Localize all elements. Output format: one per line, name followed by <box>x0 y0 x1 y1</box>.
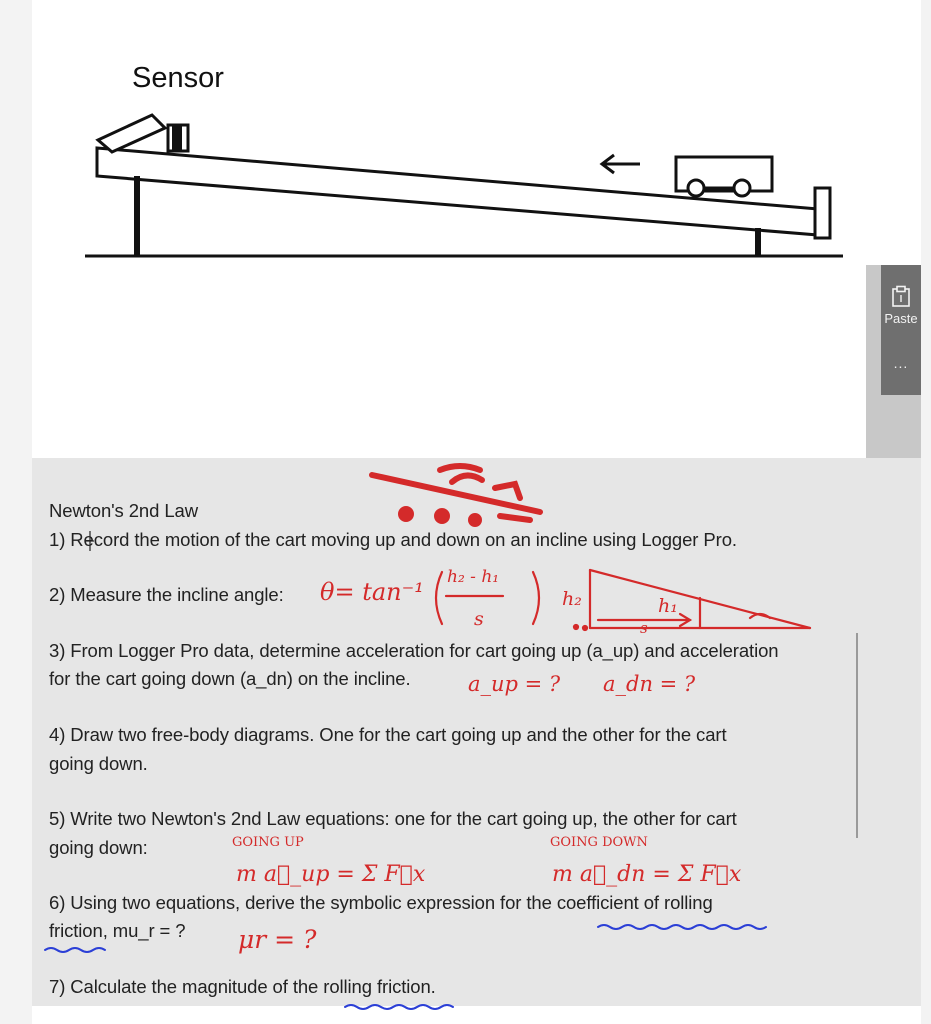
ink-going-down: GOING DOWN <box>550 835 648 850</box>
notes-item-5-line-1: 5) Write two Newton's 2nd Law equations: one for the cart going up, the other for cart <box>49 808 737 829</box>
ink-h1-label: h₁ <box>658 595 678 617</box>
motion-arrow <box>602 155 640 173</box>
ink-theta-denominator: s <box>474 608 484 630</box>
notes-item-5-line-2: going down: <box>49 837 148 858</box>
ramp-leg-right <box>755 228 761 256</box>
end-stop <box>815 188 830 238</box>
paste-button[interactable] <box>881 277 921 337</box>
sensor-label: Sensor <box>132 62 224 94</box>
notes-title: Newton's 2nd Law <box>49 500 198 521</box>
more-options-button[interactable]: ... <box>893 355 909 371</box>
context-toolbar <box>881 265 921 395</box>
ink-equation-up: m a⃗_up = Σ F⃗x <box>236 862 426 887</box>
notes-item-2: 2) Measure the incline angle: <box>49 584 284 605</box>
ink-mu-question: μr = ? <box>238 925 317 954</box>
ink-theta-numerator: h₂ - h₁ <box>447 567 500 587</box>
incline-diagram <box>0 0 931 460</box>
notes-scroll-indicator <box>856 633 858 838</box>
notes-panel-side <box>866 458 921 1006</box>
ink-s-label: s <box>640 619 648 637</box>
notes-item-3-line-2: for the cart going down (a_dn) on the incline. <box>49 668 411 689</box>
ramp-leg-left <box>134 176 140 256</box>
cart <box>676 157 772 196</box>
notes-item-4-line-1: 4) Draw two free-body diagrams. One for the cart going up and the other for the cart <box>49 724 727 745</box>
notes-item-7: 7) Calculate the magnitude of the rolling friction. <box>49 976 436 997</box>
ink-theta-equation: θ= tan⁻¹ <box>320 578 424 606</box>
ink-going-up: GOING UP <box>232 835 304 850</box>
notes-item-6-line-1: 6) Using two equations, derive the symbolic expression for the coefficient of rolling <box>49 892 713 913</box>
ink-h2-label: h₂ <box>562 588 582 610</box>
notes-item-1: 1) Record the motion of the cart moving up and down on an incline using Logger Pro. <box>49 529 737 550</box>
notes-item-6-line-2: friction, mu_r = ? <box>49 920 186 941</box>
ink-equation-down: m a⃗_dn = Σ F⃗x <box>552 862 742 887</box>
ink-a-dn-question: a_dn = ? <box>603 672 696 696</box>
notes-item-4-line-2: going down. <box>49 753 148 774</box>
paste-label: Paste <box>884 311 918 326</box>
motion-sensor <box>98 115 188 152</box>
bottom-margin <box>32 1006 921 1024</box>
clipboard-icon <box>891 285 911 307</box>
ink-a-up-question: a_up = ? <box>468 672 561 696</box>
notes-item-3-line-1: 3) From Logger Pro data, determine acceleration for cart going up (a_up) and acceleration <box>49 640 779 661</box>
